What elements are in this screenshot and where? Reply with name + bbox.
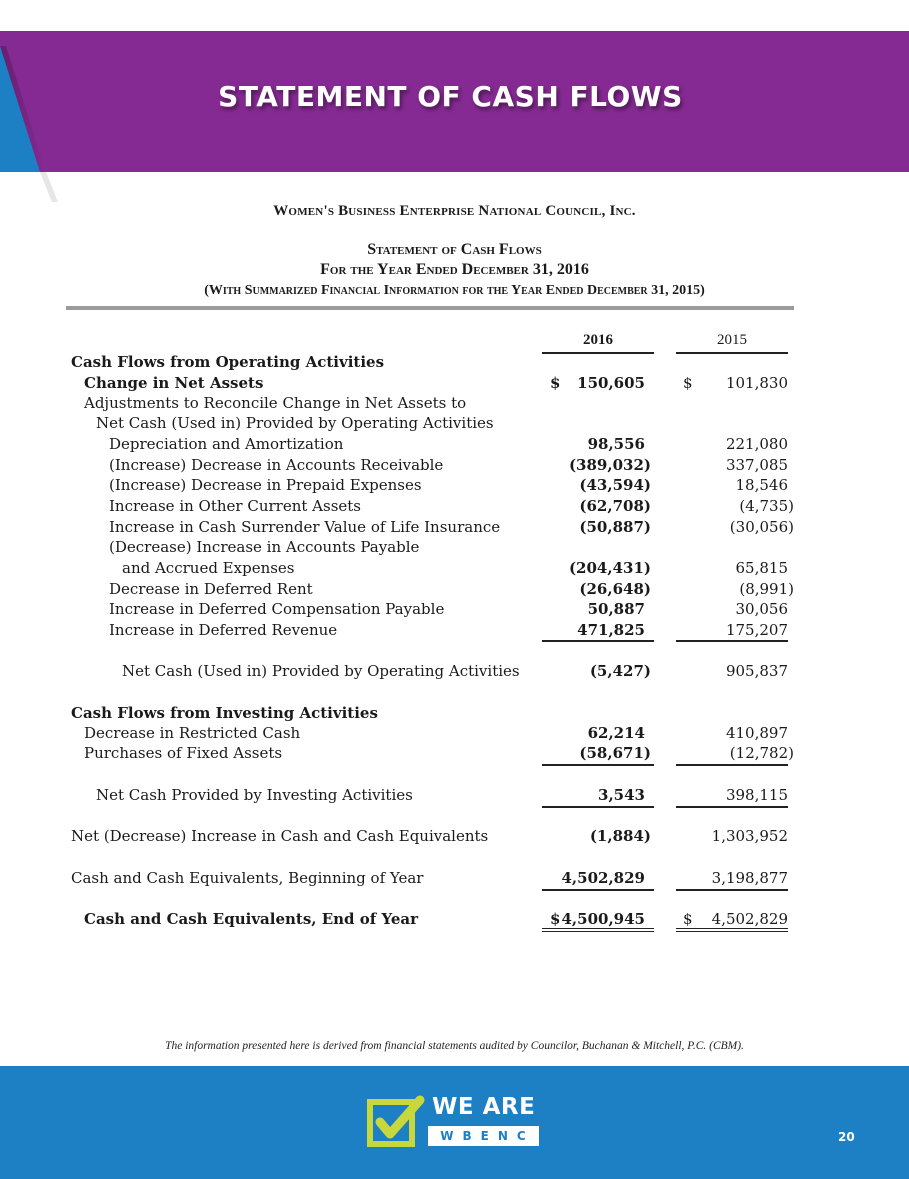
table-row	[0, 579, 909, 600]
value-2016: 4,502,829	[561, 869, 645, 887]
row-label: Increase in Deferred Revenue	[109, 621, 338, 639]
value-2015: 175,207	[725, 621, 788, 639]
dollar-sign: $	[550, 374, 561, 392]
value-2015: 398,115	[725, 786, 788, 804]
row-label: Net Cash (Used in) Provided by Operating Activities	[122, 662, 520, 680]
value-2015: 4,502,829	[711, 910, 788, 928]
page-number: 20	[838, 1130, 855, 1144]
value-2016: (26,648)	[579, 580, 651, 598]
value-2016: (50,887)	[579, 518, 651, 536]
value-2015: 101,830	[725, 374, 788, 392]
value-2016: 150,605	[577, 374, 645, 392]
subtotal-underline	[542, 889, 654, 891]
value-2015: 905,837	[725, 662, 788, 680]
row-label: Cash Flows from Operating Activities	[71, 353, 385, 371]
row-label: Decrease in Restricted Cash	[84, 724, 301, 742]
subtotal-row	[0, 661, 909, 682]
value-2016: (389,032)	[568, 456, 651, 474]
value-2015: 221,080	[725, 435, 788, 453]
comparative-note: (With Summarized Financial Information for the Year Ended December 31, 2015)	[204, 283, 705, 298]
value-2015: 337,085	[725, 456, 788, 474]
row-label: (Decrease) Increase in Accounts Payable	[109, 538, 420, 556]
value-2015: 410,897	[725, 724, 788, 742]
heading-divider	[66, 306, 794, 310]
table-row	[0, 517, 909, 538]
double-underline	[676, 928, 788, 932]
value-2015: 30,056	[735, 600, 788, 618]
grand-total-row	[0, 909, 909, 930]
value-2016: (204,431)	[568, 559, 651, 577]
table-row	[0, 413, 909, 434]
value-2015: 1,303,952	[711, 827, 788, 845]
subtotal-underline	[542, 764, 654, 766]
organization-name: Women's Business Enterprise National Council, Inc.	[273, 203, 636, 219]
value-2016: 98,556	[587, 435, 645, 453]
value-2015: (8,991)	[739, 580, 794, 598]
subtotal-underline	[676, 640, 788, 642]
table-row	[0, 475, 909, 496]
value-2016: (43,594)	[579, 476, 651, 494]
double-underline	[542, 928, 654, 932]
logo-text-we-are: WE ARE	[432, 1094, 536, 1120]
value-2016: (5,427)	[589, 662, 651, 680]
value-2016: 471,825	[577, 621, 645, 639]
value-2016: 50,887	[587, 600, 645, 618]
value-2016: (62,708)	[579, 497, 651, 515]
row-label: Increase in Other Current Assets	[109, 497, 361, 515]
table-row	[0, 868, 909, 889]
row-label: and Accrued Expenses	[122, 559, 295, 577]
row-label: Cash and Cash Equivalents, End of Year	[84, 910, 419, 928]
value-2016: 4,500,945	[561, 910, 645, 928]
row-label: Cash Flows from Investing Activities	[71, 704, 378, 722]
value-2015: (12,782)	[729, 744, 794, 762]
row-label: Cash and Cash Equivalents, Beginning of Year	[71, 869, 424, 887]
row-label: Net Cash Provided by Investing Activities	[96, 786, 413, 804]
row-label: Change in Net Assets	[84, 374, 264, 392]
row-label: Net Cash (Used in) Provided by Operating Activities	[96, 414, 494, 432]
table-row	[0, 723, 909, 744]
section-header-investing	[0, 703, 909, 724]
row-label: (Increase) Decrease in Accounts Receivable	[109, 456, 444, 474]
banner-title: STATEMENT OF CASH FLOWS	[218, 80, 683, 113]
statement-period: For the Year Ended December 31, 2016	[320, 261, 589, 278]
table-row	[0, 599, 909, 620]
table-row	[0, 373, 909, 394]
value-2016: (1,884)	[589, 827, 651, 845]
column-header-2016: 2016	[583, 332, 613, 348]
table-row	[0, 393, 909, 414]
subtotal-underline	[676, 889, 788, 891]
checkbox-check-icon	[366, 1094, 426, 1150]
audit-footnote: The information presented here is derived from financial statements audited by Councilor, Buchanan & Mitchell, P.C. (CBM).	[165, 1040, 744, 1052]
banner-accent-shape	[0, 31, 60, 202]
logo-text-wbenc: WBENC	[428, 1126, 539, 1146]
total-row	[0, 826, 909, 847]
subtotal-underline	[676, 806, 788, 808]
value-2016: (58,671)	[579, 744, 651, 762]
table-row	[0, 496, 909, 517]
value-2016: 62,214	[587, 724, 645, 742]
row-label: (Increase) Decrease in Prepaid Expenses	[109, 476, 422, 494]
value-2015: (4,735)	[739, 497, 794, 515]
column-header-2015: 2015	[717, 332, 747, 348]
value-2016: 3,543	[598, 786, 645, 804]
subtotal-row	[0, 785, 909, 806]
row-label: Increase in Cash Surrender Value of Life Insurance	[109, 518, 501, 536]
table-row	[0, 558, 909, 579]
row-label: Increase in Deferred Compensation Payable	[109, 600, 445, 618]
value-2015: 18,546	[735, 476, 788, 494]
table-row	[0, 434, 909, 455]
value-2015: (30,056)	[729, 518, 794, 536]
row-label: Depreciation and Amortization	[109, 435, 344, 453]
subtotal-underline	[676, 764, 788, 766]
section-header-operating	[0, 352, 909, 373]
subtotal-underline	[542, 640, 654, 642]
subtotal-underline	[542, 806, 654, 808]
table-row	[0, 455, 909, 476]
value-2015: 65,815	[735, 559, 788, 577]
dollar-sign: $	[550, 910, 561, 928]
row-label: Adjustments to Reconcile Change in Net Assets to	[84, 394, 467, 412]
row-label: Net (Decrease) Increase in Cash and Cash Equivalents	[71, 827, 489, 845]
dollar-sign: $	[683, 910, 693, 928]
statement-title: Statement of Cash Flows	[367, 241, 542, 258]
row-label: Decrease in Deferred Rent	[109, 580, 313, 598]
table-row	[0, 743, 909, 764]
table-row	[0, 620, 909, 641]
dollar-sign: $	[683, 374, 693, 392]
row-label: Purchases of Fixed Assets	[84, 744, 283, 762]
value-2015: 3,198,877	[711, 869, 788, 887]
we-are-wbenc-logo	[366, 1094, 546, 1150]
table-row	[0, 537, 909, 558]
